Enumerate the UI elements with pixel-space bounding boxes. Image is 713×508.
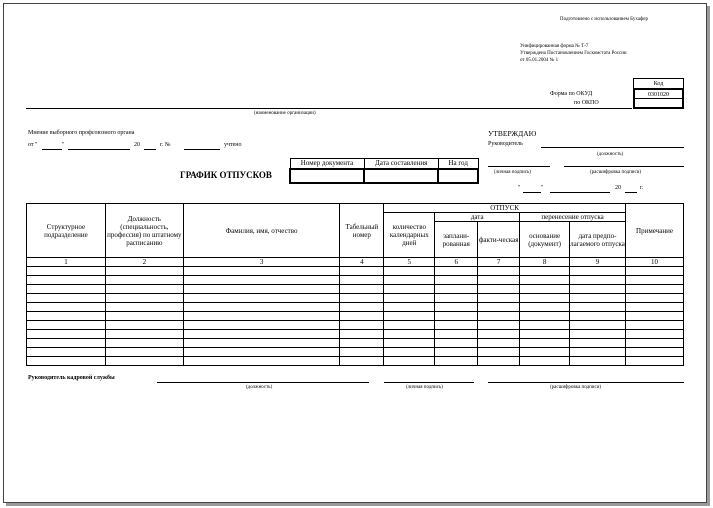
table-cell[interactable] xyxy=(105,321,183,330)
table-row xyxy=(27,321,684,330)
form-approval-line: Утверждена Постановлением Госкомстата России xyxy=(520,51,627,56)
col-note-header: Примечание xyxy=(625,204,683,258)
table-cell[interactable] xyxy=(340,348,384,357)
table-cell[interactable] xyxy=(435,276,478,285)
union-number-field[interactable] xyxy=(184,149,220,150)
table-cell[interactable] xyxy=(570,339,626,348)
table-cell[interactable] xyxy=(105,348,183,357)
hr-head-label: Руководитель кадровой службы xyxy=(28,375,115,381)
table-cell[interactable] xyxy=(570,330,626,339)
column-number: 5 xyxy=(384,258,435,267)
column-number: 2 xyxy=(105,258,183,267)
col-struct-header: Структурное подразделение xyxy=(27,204,106,258)
table-cell[interactable] xyxy=(183,357,340,366)
table-cell[interactable] xyxy=(625,303,683,312)
table-cell[interactable] xyxy=(384,321,435,330)
table-cell[interactable] xyxy=(435,285,478,294)
table-cell[interactable] xyxy=(478,330,520,339)
table-cell[interactable] xyxy=(478,357,520,366)
table-cell[interactable] xyxy=(384,339,435,348)
table-row xyxy=(27,357,684,366)
table-cell[interactable] xyxy=(340,357,384,366)
col-tabnum-header: Табельный номер xyxy=(340,204,384,258)
table-cell[interactable] xyxy=(27,276,106,285)
table-cell[interactable] xyxy=(340,321,384,330)
form-number-line: Унифицированная форма № Т-7 xyxy=(520,44,589,49)
date-group-header: дата xyxy=(435,213,520,222)
table-cell[interactable] xyxy=(340,285,384,294)
col-name-header: Фамилия, имя, отчество xyxy=(183,204,340,258)
table-cell[interactable] xyxy=(435,303,478,312)
approve-month-field[interactable] xyxy=(550,192,610,193)
table-cell[interactable] xyxy=(520,276,570,285)
hr-position-caption: (должность) xyxy=(246,385,273,390)
column-number: 4 xyxy=(340,258,384,267)
table-row xyxy=(27,276,684,285)
approve-decoding-caption: (расшифровка подписи) xyxy=(590,170,642,175)
union-number-label: г. № xyxy=(160,142,171,148)
table-cell[interactable] xyxy=(105,330,183,339)
col-days-header: количество календарных дней xyxy=(384,213,435,258)
table-cell[interactable] xyxy=(570,285,626,294)
table-cell[interactable] xyxy=(384,312,435,321)
col-planned-header: заплани-рованная xyxy=(435,222,478,258)
table-cell[interactable] xyxy=(183,348,340,357)
table-row xyxy=(27,285,684,294)
table-cell[interactable] xyxy=(435,321,478,330)
table-cell[interactable] xyxy=(384,303,435,312)
table-cell[interactable] xyxy=(435,267,478,276)
table-cell[interactable] xyxy=(570,321,626,330)
col-expected-header: дата предпо-лагаемого отпуска xyxy=(570,222,626,258)
table-cell[interactable] xyxy=(435,330,478,339)
form-page xyxy=(3,3,707,503)
table-cell[interactable] xyxy=(478,312,520,321)
table-cell[interactable] xyxy=(625,267,683,276)
table-cell[interactable] xyxy=(27,285,106,294)
table-cell[interactable] xyxy=(105,303,183,312)
table-cell[interactable] xyxy=(384,276,435,285)
table-cell[interactable] xyxy=(520,357,570,366)
union-month-field[interactable] xyxy=(68,149,130,150)
table-cell[interactable] xyxy=(570,348,626,357)
table-cell[interactable] xyxy=(340,276,384,285)
hr-decoding-field[interactable] xyxy=(488,382,684,383)
table-cell[interactable] xyxy=(105,357,183,366)
table-cell[interactable] xyxy=(625,285,683,294)
approve-position-caption: (должность) xyxy=(597,152,624,157)
doc-date-field[interactable] xyxy=(364,169,438,183)
table-row xyxy=(27,267,684,276)
table-row xyxy=(27,303,684,312)
table-cell[interactable] xyxy=(570,267,626,276)
table-cell[interactable] xyxy=(105,312,183,321)
table-cell[interactable] xyxy=(384,285,435,294)
approve-day-field[interactable] xyxy=(523,192,541,193)
table-cell[interactable] xyxy=(105,276,183,285)
table-cell[interactable] xyxy=(384,294,435,303)
table-cell[interactable] xyxy=(183,294,340,303)
table-row xyxy=(27,339,684,348)
table-cell[interactable] xyxy=(27,348,106,357)
table-cell[interactable] xyxy=(27,312,106,321)
organization-caption: (наименование организации) xyxy=(254,111,316,116)
approve-signature-field[interactable] xyxy=(488,166,550,167)
approve-position-field[interactable] xyxy=(541,147,684,148)
table-body xyxy=(27,267,684,366)
union-year-field[interactable] xyxy=(144,149,156,150)
document-title: ГРАФИК ОТПУСКОВ xyxy=(180,170,272,180)
column-number: 8 xyxy=(520,258,570,267)
approve-date-close: " xyxy=(541,185,544,191)
table-cell[interactable] xyxy=(570,303,626,312)
table-cell[interactable] xyxy=(435,312,478,321)
table-cell[interactable] xyxy=(27,294,106,303)
table-cell[interactable] xyxy=(520,339,570,348)
table-cell[interactable] xyxy=(340,294,384,303)
table-row xyxy=(27,348,684,357)
table-cell[interactable] xyxy=(105,339,183,348)
table-cell[interactable] xyxy=(105,294,183,303)
table-cell[interactable] xyxy=(625,339,683,348)
table-cell[interactable] xyxy=(478,276,520,285)
table-cell[interactable] xyxy=(183,303,340,312)
table-cell[interactable] xyxy=(478,339,520,348)
col-basis-header: основание (документ) xyxy=(520,222,570,258)
table-cell[interactable] xyxy=(183,339,340,348)
prepared-by-note: Подготовлено с использованием Бухафер xyxy=(560,17,648,22)
table-cell[interactable] xyxy=(340,303,384,312)
table-cell[interactable] xyxy=(27,303,106,312)
okpo-code-field[interactable] xyxy=(633,98,684,109)
column-number: 6 xyxy=(435,258,478,267)
approve-year-prefix: 20 xyxy=(615,185,621,191)
table-cell[interactable] xyxy=(478,321,520,330)
table-cell[interactable] xyxy=(183,276,340,285)
table-cell[interactable] xyxy=(384,267,435,276)
doc-number-header: Номер документа xyxy=(290,159,364,169)
table-cell[interactable] xyxy=(570,357,626,366)
document-header-table xyxy=(289,158,479,184)
table-cell[interactable] xyxy=(625,276,683,285)
table-cell[interactable] xyxy=(27,330,106,339)
approve-date-open: " xyxy=(518,185,521,191)
table-cell[interactable] xyxy=(340,330,384,339)
table-cell[interactable] xyxy=(340,339,384,348)
table-cell[interactable] xyxy=(625,321,683,330)
approve-year-suffix: г. xyxy=(640,185,644,191)
transfer-group-header: перенесение отпуска xyxy=(520,213,626,222)
table-cell[interactable] xyxy=(478,303,520,312)
form-date-line: от 05.01.2004 № 1 xyxy=(520,58,559,63)
doc-number-field[interactable] xyxy=(290,169,364,183)
approve-title: УТВЕРЖДАЮ xyxy=(488,129,537,138)
vacation-schedule-table xyxy=(26,203,684,366)
union-quote-close: " xyxy=(62,142,65,148)
table-cell[interactable] xyxy=(384,357,435,366)
column-number: 1 xyxy=(27,258,106,267)
union-year-prefix: 20 xyxy=(134,142,140,148)
table-cell[interactable] xyxy=(520,348,570,357)
table-cell[interactable] xyxy=(183,267,340,276)
approve-year-field[interactable] xyxy=(625,192,637,193)
hr-decoding-caption: (расшифровка подписи) xyxy=(550,385,602,390)
column-number: 10 xyxy=(625,258,683,267)
table-cell[interactable] xyxy=(435,357,478,366)
table-cell[interactable] xyxy=(625,312,683,321)
table-cell[interactable] xyxy=(478,294,520,303)
hr-signature-caption: (личная подпись) xyxy=(406,385,443,390)
table-cell[interactable] xyxy=(570,312,626,321)
approve-head-label: Руководитель xyxy=(488,141,523,147)
hr-signature-field[interactable] xyxy=(384,382,474,383)
union-opinion-from: от " xyxy=(28,142,38,148)
table-cell[interactable] xyxy=(478,267,520,276)
union-taken-into-account: учтено xyxy=(224,142,242,148)
table-cell[interactable] xyxy=(183,321,340,330)
doc-date-header: Дата составления xyxy=(364,159,438,169)
table-cell[interactable] xyxy=(520,303,570,312)
table-cell[interactable] xyxy=(520,285,570,294)
table-cell[interactable] xyxy=(520,312,570,321)
table-cell[interactable] xyxy=(27,339,106,348)
table-cell[interactable] xyxy=(520,267,570,276)
kod-header: Код xyxy=(633,78,684,89)
column-number: 3 xyxy=(183,258,340,267)
table-cell[interactable] xyxy=(340,312,384,321)
approve-decoding-field[interactable] xyxy=(564,166,684,167)
table-cell[interactable] xyxy=(384,330,435,339)
table-cell[interactable] xyxy=(105,285,183,294)
approve-signature-caption: (личная подпись) xyxy=(494,170,531,175)
table-row xyxy=(27,330,684,339)
table-cell[interactable] xyxy=(625,330,683,339)
table-cell[interactable] xyxy=(27,357,106,366)
table-cell[interactable] xyxy=(105,267,183,276)
organization-line[interactable] xyxy=(26,108,632,109)
table-cell[interactable] xyxy=(478,348,520,357)
table-cell[interactable] xyxy=(340,267,384,276)
table-cell[interactable] xyxy=(570,294,626,303)
doc-year-field[interactable] xyxy=(438,169,478,183)
table-cell[interactable] xyxy=(625,357,683,366)
column-number: 9 xyxy=(570,258,626,267)
union-opinion-label: Мнение выборного профсоюзного органа xyxy=(28,130,135,136)
doc-year-header: На год xyxy=(438,159,478,169)
okud-label: Форма по ОКУД xyxy=(550,91,593,97)
col-position-header: Должность (специальность, профессия) по штатному расписанию xyxy=(105,204,183,258)
vacation-group-header: ОТПУСК xyxy=(384,204,626,213)
table-cell[interactable] xyxy=(625,294,683,303)
hr-position-field[interactable] xyxy=(157,382,369,383)
col-actual-header: факти-ческая xyxy=(478,222,520,258)
table-cell[interactable] xyxy=(478,285,520,294)
column-number-row xyxy=(27,258,684,267)
table-row xyxy=(27,312,684,321)
table-cell[interactable] xyxy=(384,348,435,357)
table-row xyxy=(27,294,684,303)
table-cell[interactable] xyxy=(183,312,340,321)
table-cell[interactable] xyxy=(520,294,570,303)
table-cell[interactable] xyxy=(27,321,106,330)
union-day-field[interactable] xyxy=(42,149,62,150)
table-cell[interactable] xyxy=(183,330,340,339)
table-cell[interactable] xyxy=(520,321,570,330)
table-cell[interactable] xyxy=(570,276,626,285)
column-number: 7 xyxy=(478,258,520,267)
table-cell[interactable] xyxy=(435,294,478,303)
table-cell[interactable] xyxy=(435,339,478,348)
table-cell[interactable] xyxy=(520,330,570,339)
okpo-label: по ОКПО xyxy=(574,100,599,106)
table-cell[interactable] xyxy=(27,267,106,276)
table-cell[interactable] xyxy=(435,348,478,357)
table-cell[interactable] xyxy=(183,285,340,294)
okud-code: 0301020 xyxy=(633,88,684,99)
table-cell[interactable] xyxy=(625,348,683,357)
